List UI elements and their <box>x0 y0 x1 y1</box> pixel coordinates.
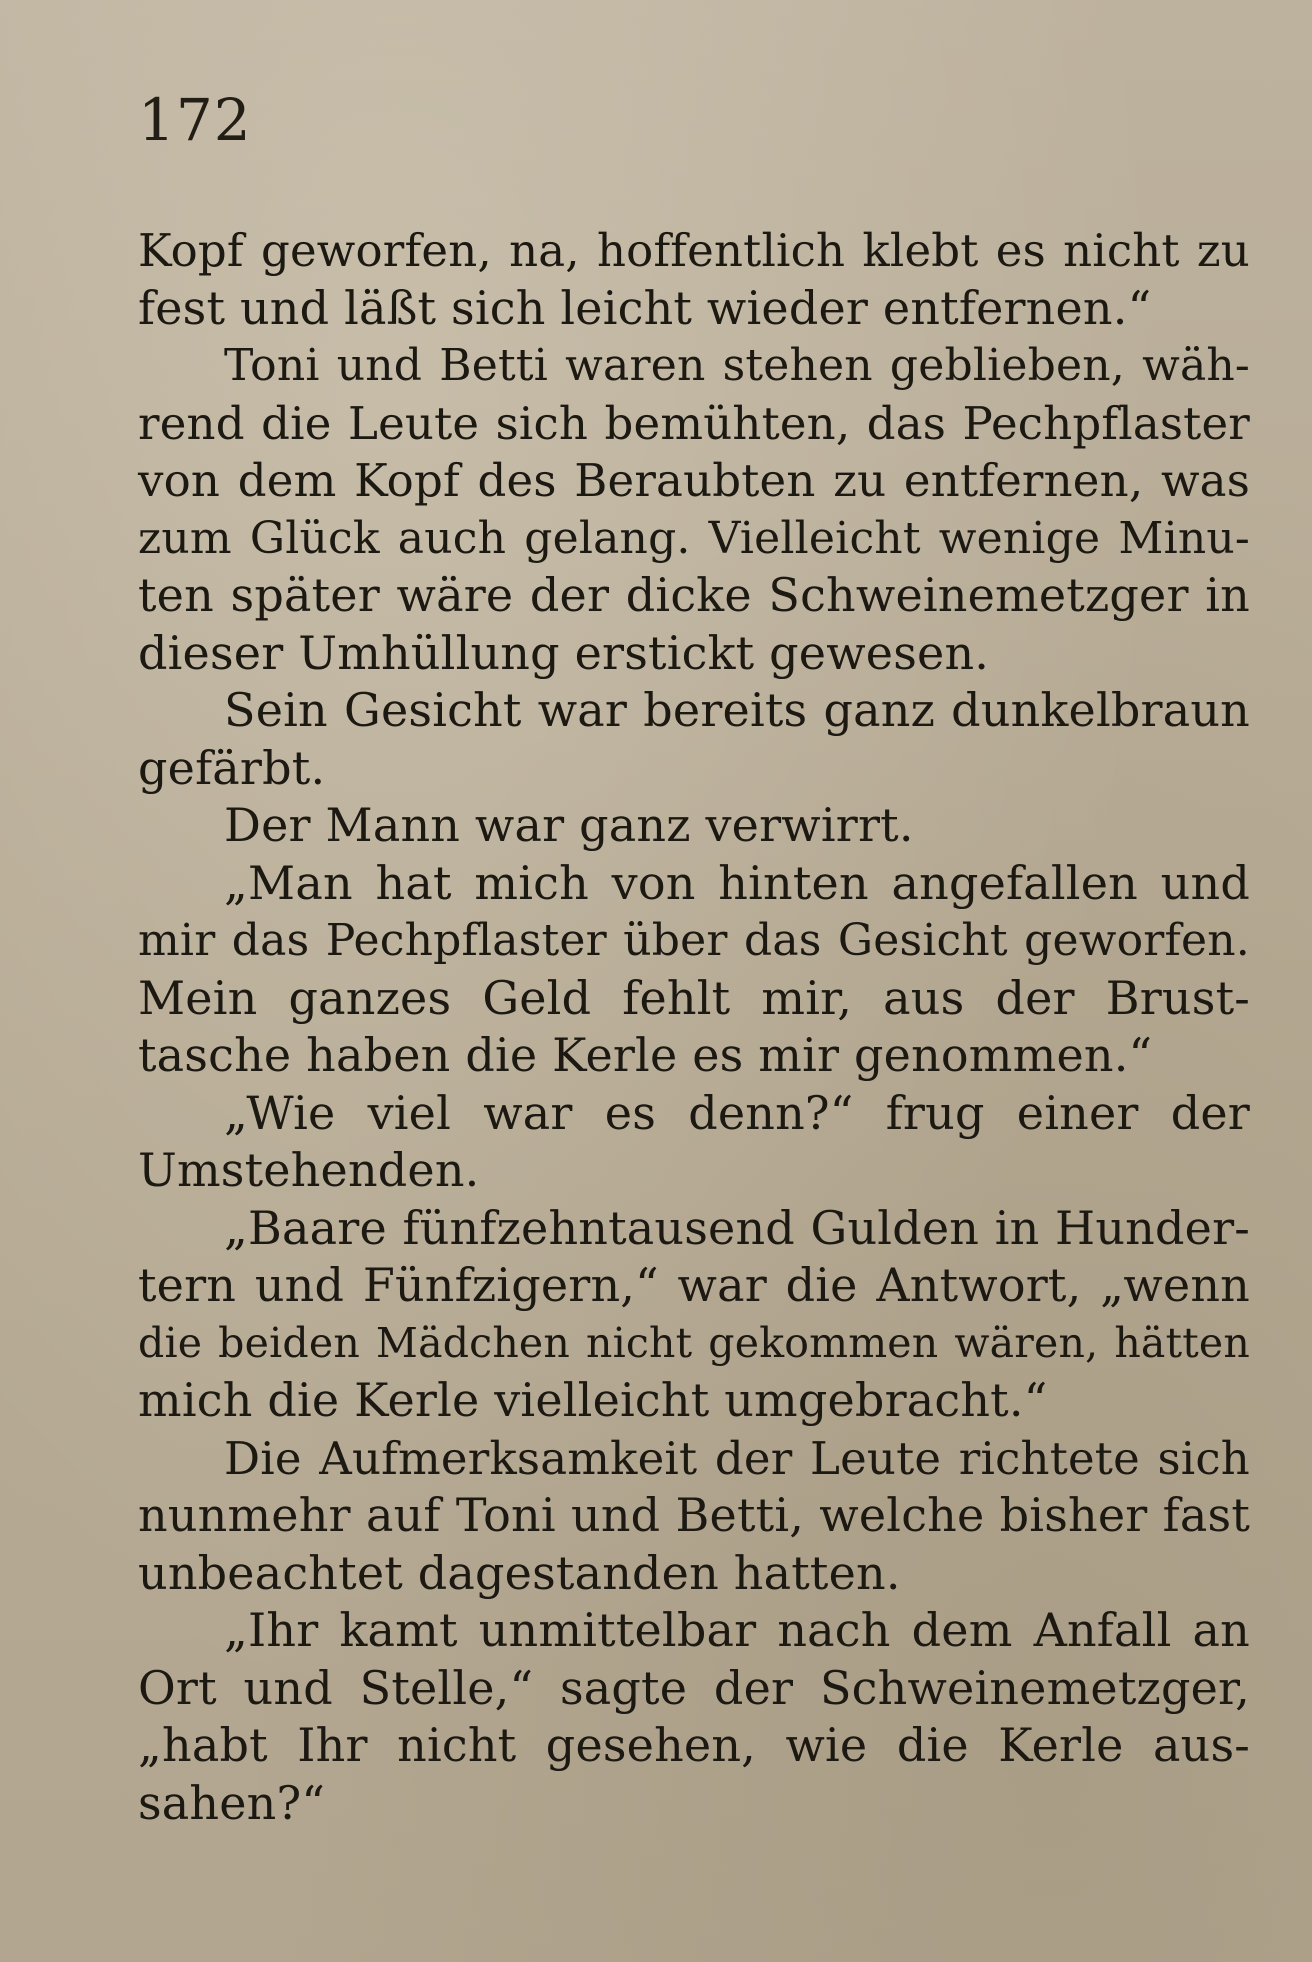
text-line: Toni und Betti waren stehen geblieben, wäh- <box>224 340 1250 391</box>
page-number: 172 <box>138 86 252 154</box>
text-line: zum Glück auch gelang. Vielleicht wenige Minu- <box>138 512 1250 564</box>
text-line: unbeachtet dagestanden hatten. <box>138 1545 901 1600</box>
text-line: Ort und Stelle,“ sagte der Schweinemetzger, <box>138 1660 1250 1715</box>
text-line: rend die Leute sich bemühten, das Pechpflaster <box>138 396 1250 450</box>
text-line: Sein Gesicht war bereits ganz dunkelbraun <box>224 683 1250 737</box>
text-line: Mein ganzes Geld fehlt mir, aus der Brust- <box>138 970 1250 1025</box>
text-line: Umstehenden. <box>138 1143 480 1197</box>
text-line: ten später wäre der dicke Schweinemetzger in <box>138 568 1250 622</box>
text-line: Die Aufmerksamkeit der Leute richtete sich <box>224 1431 1250 1485</box>
text-line: Der Mann war ganz verwirrt. <box>224 798 914 852</box>
text-line: „Wie viel war es denn?“ frug einer der <box>224 1085 1250 1140</box>
text-line: „habt Ihr nicht gesehen, wie die Kerle aus- <box>138 1718 1250 1772</box>
text-line: dieser Umhüllung erstickt gewesen. <box>138 625 990 680</box>
text-line: gefärbt. <box>138 740 326 795</box>
text-line: „Baare fünfzehntausend Gulden in Hunder- <box>224 1200 1250 1255</box>
text-line: die beiden Mädchen nicht gekommen wären, hätten <box>138 1318 1250 1367</box>
text-line: nunmehr auf Toni und Betti, welche bisher fast <box>138 1488 1250 1542</box>
text-line: tasche haben die Kerle es mir genommen.“ <box>138 1028 1153 1082</box>
text-line: „Ihr kamt unmittelbar nach dem Anfall an <box>224 1603 1250 1657</box>
text-line: sahen?“ <box>138 1775 326 1830</box>
text-line: von dem Kopf des Beraubten zu entfernen, was <box>138 454 1250 507</box>
text-line: mich die Kerle vielleicht umgebracht.“ <box>138 1373 1048 1427</box>
text-line: „Man hat mich von hinten angefallen und <box>224 855 1250 910</box>
text-line: mir das Pechpflaster über das Gesicht geworfen. <box>138 915 1250 966</box>
text-line: Kopf geworfen, na, hoffentlich klebt es nicht zu <box>138 224 1250 277</box>
text-line: fest und läßt sich leicht wieder entfernen.“ <box>138 280 1152 335</box>
body-text <box>138 222 1250 1832</box>
text-line: tern und Fünfzigern,“ war die Antwort, „wenn <box>138 1258 1250 1312</box>
